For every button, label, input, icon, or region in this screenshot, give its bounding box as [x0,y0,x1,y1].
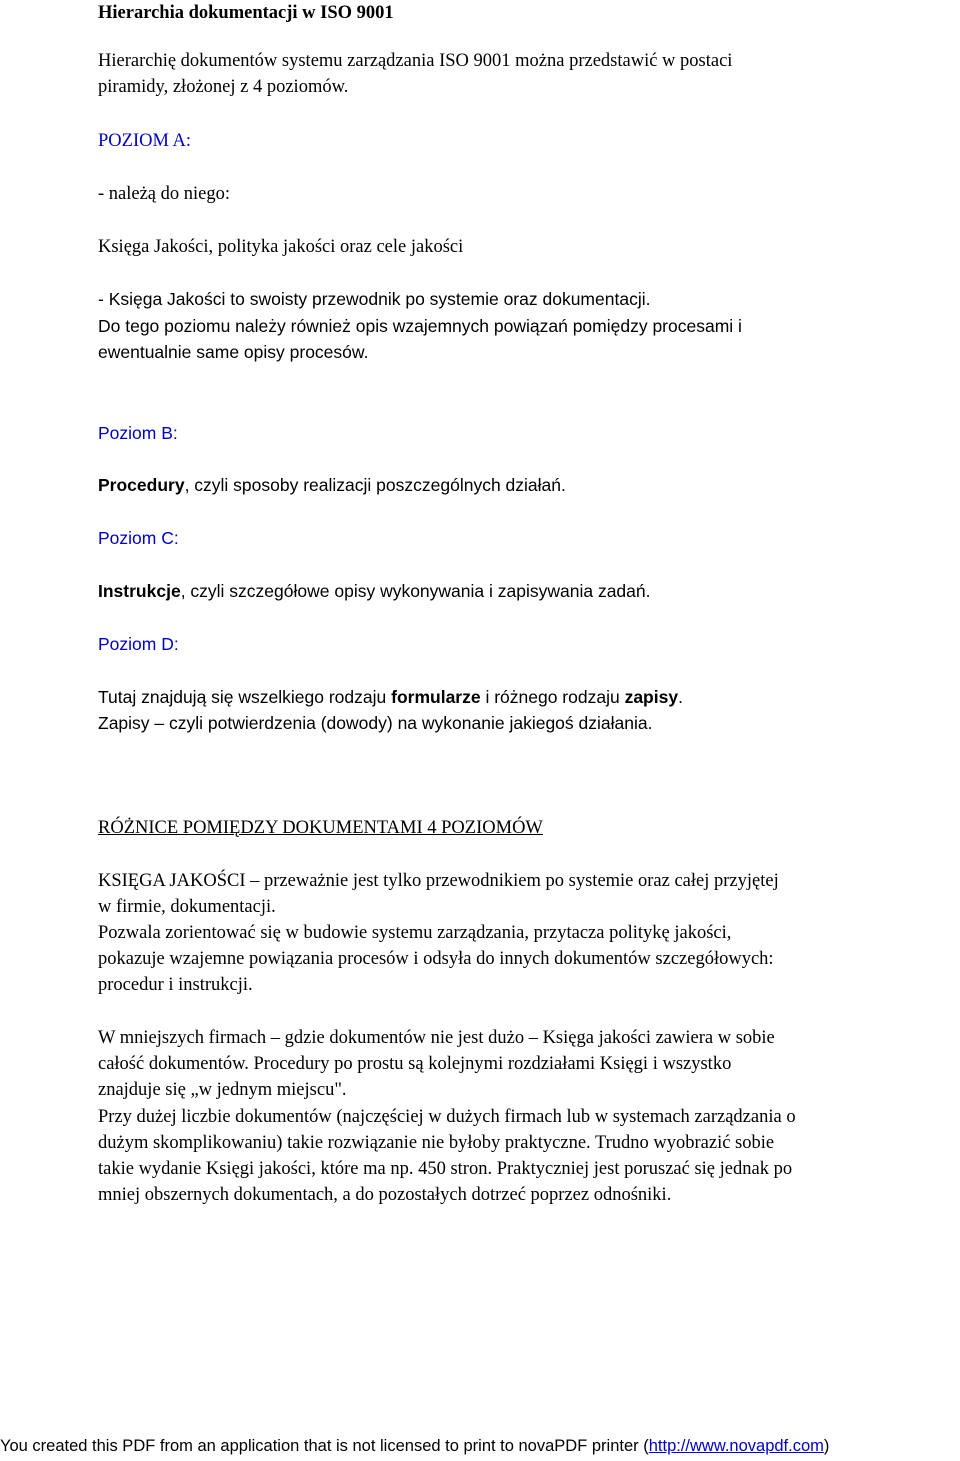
footer-close: ) [823,1437,830,1455]
diff-p1-line-1 [98,868,958,894]
diff-p2-line-3: znajduje się „w jednym miejscu". [98,1080,347,1100]
level-b-heading: Poziom B: [98,423,178,443]
footer-notice [0,1433,960,1459]
differences-heading: RÓŻNICE POMIĘDZY DOKUMENTAMI 4 POZIOMÓW [98,818,543,838]
intro-line-2: piramidy, złożonej z 4 poziomów. [98,77,349,97]
level-a-line-3: ewentualnie same opisy procesów. [98,342,369,362]
intro-line-1: Hierarchię dokumentów systemu zarządzania ISO 9001 można przedstawić w postaci [98,51,733,71]
level-d-bold-1: formularze [391,687,481,707]
level-b-rest: , czyli sposoby realizacji poszczególnych działań. [184,475,566,495]
diff-p1-line-5: procedur i instrukcji. [98,975,253,995]
diff-p2-line-2: całość dokumentów. Procedury po prostu są kolejnymi rozdziałami Księgi i wszystko [98,1054,732,1074]
level-c-heading: Poziom C: [98,528,179,548]
diff-p2-line-7: mniej obszernych dokumentach, a do pozostałych dotrzeć poprzez odnośniki. [98,1185,672,1205]
diff-p1-line-2: w firmie, dokumentacji. [98,897,276,917]
diff-p1-line-1-rest: – przeważnie jest tylko przewodnikiem po systemie oraz całej przyjętej [245,871,779,891]
footer-link[interactable]: http://www.novapdf.com [648,1437,824,1455]
level-c-rest: , czyli szczegółowe opisy wykonywania i zapisywania zadań. [180,581,651,601]
page-title: Hierarchia dokumentacji w ISO 9001 [98,3,394,23]
diff-p1-line-4: pokazuje wzajemne powiązania procesów i odsyła do innych dokumentów szczegółowych: [98,949,774,969]
level-d-part-2: i różnego rodzaju [480,687,625,707]
level-d-line-1 [98,684,958,710]
level-a-belongs: - należą do niego: [98,184,231,204]
diff-p2-line-5: dużym skomplikowaniu) takie rozwiązanie nie byłoby praktyczne. Trudno wyobrazić sobie [98,1133,775,1153]
level-d-line-2: Zapisy – czyli potwierdzenia (dowody) na wykonanie jakiegoś działania. [98,713,653,733]
level-d-part-3: . [678,687,683,707]
level-d-part-1: Tutaj znajdują się wszelkiego rodzaju [98,687,392,707]
level-d-heading: Poziom D: [98,634,179,654]
level-d-bold-2: zapisy [624,687,679,707]
diff-p2-line-1: W mniejszych firmach – gdzie dokumentów nie jest dużo – Księga jakości zawiera w sobie [98,1028,775,1048]
level-a-heading: POZIOM A: [98,131,192,151]
level-b-bold: Procedury [98,475,185,495]
level-b-text [98,472,958,498]
level-a-subtitle: Księga Jakości, polityka jakości oraz cele jakości [98,237,464,257]
diff-p1-line-3: Pozwala zorientować się w budowie systemu zarządzania, przytacza politykę jakości, [98,923,732,943]
diff-p1-bold: KSIĘGA JAKOŚCI [98,871,246,891]
level-c-text [98,578,958,604]
footer-text: You created this PDF from an application that is not licensed to print to novaPDF printer ( [0,1437,649,1455]
diff-p2-line-4: Przy dużej liczbie dokumentów (najczęściej w dużych firmach lub w systemach zarządzania o [98,1107,796,1127]
level-a-line-2: Do tego poziomu należy również opis wzajemnych powiązań pomiędzy procesami i [98,316,742,336]
diff-p2-line-6: takie wydanie Księgi jakości, które ma np. 450 stron. Praktyczniej jest poruszać się jednak po [98,1159,793,1179]
level-a-line-1: - Księga Jakości to swoisty przewodnik po systemie oraz dokumentacji. [98,289,651,309]
level-c-bold: Instrukcje [98,581,181,601]
